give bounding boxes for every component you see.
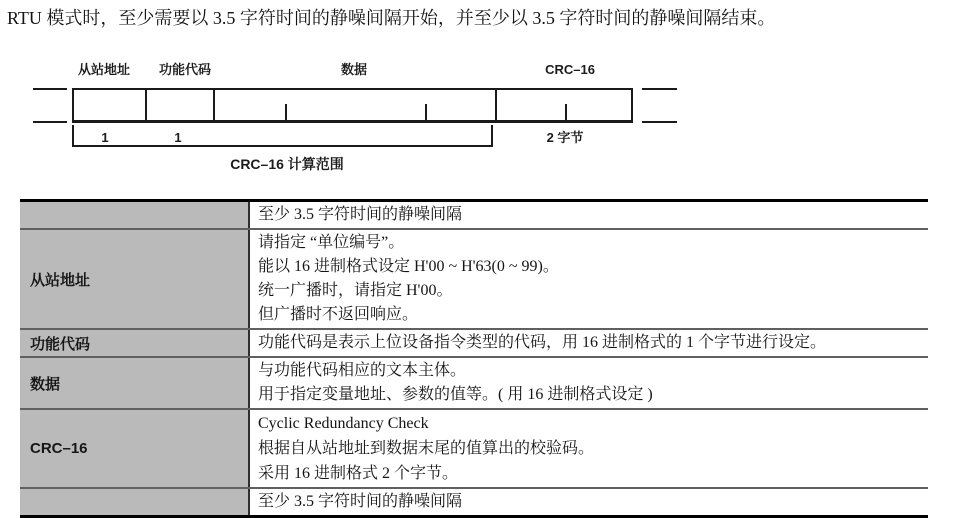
table-row-silent-start [20,202,928,230]
row-text: 至少 3.5 字符时间的静噪间隔 [258,493,463,510]
row-text: 与功能代码相应的文本主体。 [258,362,467,379]
diagram-label-slave-address: 从站地址 [77,62,131,77]
row-text: 功能代码是表示上位设备指令类型的代码，用 16 进制格式的 1 个字节进行设定。 [258,334,827,351]
diagram-label-crc16: CRC–16 [545,62,595,77]
diagram-label-data: 数据 [340,62,368,77]
row-label-empty [20,489,250,515]
diagram-label-function-code: 功能代码 [158,62,212,77]
frame-description-table [20,199,928,518]
frame-byte-tick-1 [285,104,287,120]
row-text: Cyclic Redundancy Check [258,415,429,432]
table-row-data [20,358,928,410]
frame-divider-3 [495,90,497,120]
row-text: 但广播时不返回响应。 [258,306,419,323]
byte-count-function-code: 1 [174,130,182,145]
idle-line-right-top [642,88,677,90]
row-text: 至少 3.5 字符时间的静噪间隔 [258,206,463,223]
byte-count-crc16: 2 字节 [546,130,584,145]
idle-line-left-bottom [33,121,67,123]
frame-box [72,88,633,123]
frame-byte-tick-3 [565,104,567,120]
row-text: 根据自从站地址到数据末尾的值算出的校验码。 [258,440,595,457]
frame-byte-tick-2 [425,104,427,120]
table-row-silent-end [20,489,928,515]
frame-structure-diagram [0,62,954,197]
row-label-crc16: CRC–16 [20,410,250,487]
intro-text: RTU 模式时，至少需要以 3.5 字符时间的静噪间隔开始，并至少以 3.5 字符时间的静噪间隔结束。 [7,8,776,28]
row-text: 请指定 “单位编号”。 [258,234,405,251]
row-label-slave-address: 从站地址 [20,230,250,328]
row-text: 用于指定变量地址、参数的值等。( 用 16 进制格式设定 ) [258,386,653,403]
row-text: 能以 16 进制格式设定 H'00 ~ H'63(0 ~ 99)。 [258,258,559,275]
row-label-function-code: 功能代码 [20,330,250,356]
frame-divider-1 [145,90,147,120]
table-row-function-code [20,330,928,358]
table-row-crc16 [20,410,928,489]
crc-range-caption: CRC–16 计算范围 [230,156,344,172]
row-text: 统一广播时，请指定 H'00。 [258,282,453,299]
row-label-empty [20,202,250,228]
frame-divider-2 [213,90,215,120]
byte-count-slave-address: 1 [101,130,109,145]
table-row-slave-address [20,230,928,330]
idle-line-left-top [33,88,67,90]
crc-range-bracket [72,125,493,147]
row-text: 采用 16 进制格式 2 个字节。 [258,465,459,482]
idle-line-right-bottom [642,121,677,123]
row-label-data: 数据 [20,358,250,408]
